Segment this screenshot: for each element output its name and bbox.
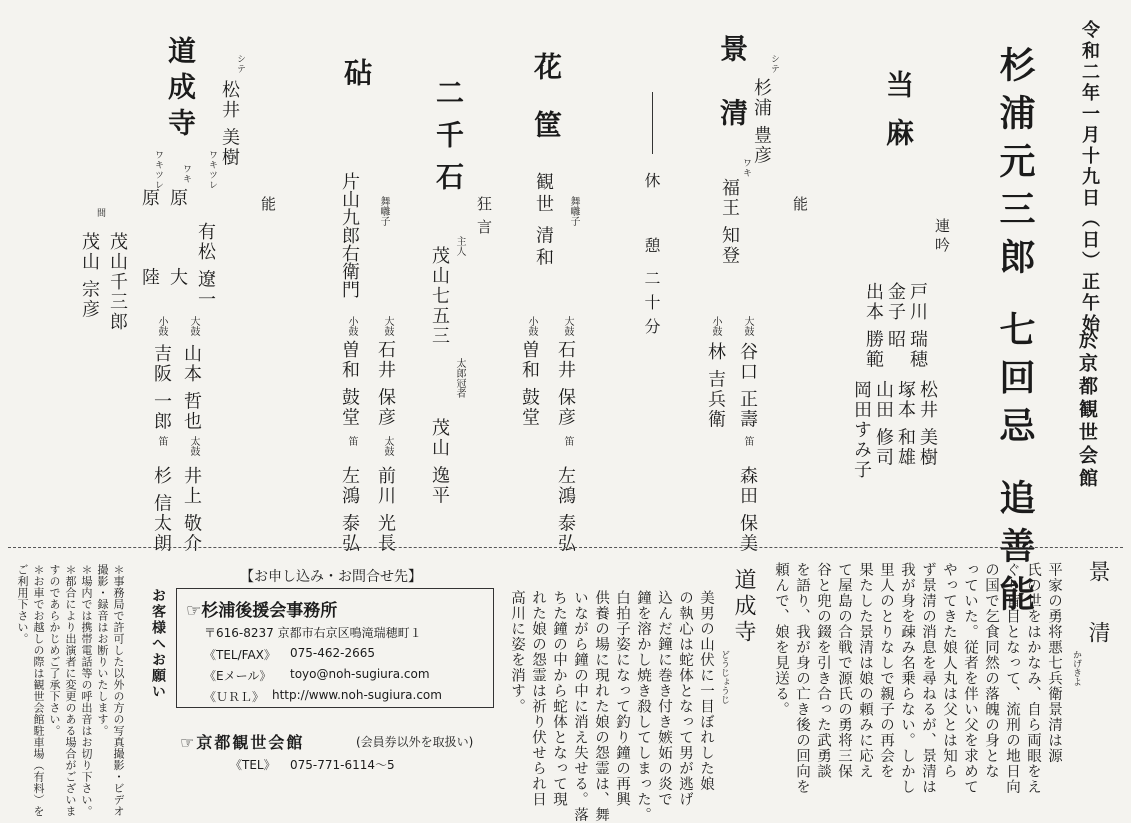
- dojoji-story-title: 道成寺: [731, 568, 756, 646]
- nisengoku-shujin-role: 主人: [454, 236, 465, 256]
- kagekiyo-story-title: 景 清: [1085, 560, 1110, 659]
- intermission-label: 休 憩: [642, 172, 661, 276]
- dojoji-wakitsure1: 有松 遼一: [195, 222, 216, 310]
- taima-performer-4: 松井 美樹: [917, 380, 938, 468]
- dojoji-fue: 杉 信太朗: [151, 466, 172, 554]
- contact-url-label: 《ＵＲＬ》: [204, 690, 265, 704]
- story-line: ず景清の消息を尋ねるが、景清は: [920, 562, 936, 795]
- hanagatami-kind: 舞囃子: [568, 196, 579, 226]
- story-line: 白拍子姿になって釣り鐘の再興: [614, 590, 630, 807]
- story-line: を語り、我が身の亡き後の回向を: [794, 562, 810, 795]
- hanagatami-title: 花筐: [530, 52, 563, 168]
- kagekiyo-waki-role: ワキ: [741, 158, 751, 178]
- dojoji-story-reading: どうじょうじ: [719, 650, 729, 704]
- kagekiyo-otsuzumi: 谷口 正壽: [737, 342, 758, 430]
- kagekiyo-otsuzumi-role: 大鼓: [742, 316, 753, 336]
- story-line: て屋島の合戦で源氏の勇将三保: [836, 562, 852, 779]
- taima-performer-1: 戸川 瑞穂: [907, 282, 928, 370]
- taima-performer-3: 出本 勝範: [863, 282, 884, 370]
- notice-item: ご利用下さい。: [16, 564, 29, 645]
- contact-tel2-label: 《TEL》: [230, 758, 276, 772]
- nisengoku-taro-role: 太郎冠者: [454, 358, 465, 398]
- story-line: の執心は蛇体となって男が逃げ: [677, 590, 693, 807]
- section-divider: [8, 547, 1123, 548]
- contact-email-label: 《Eメール》: [204, 669, 272, 683]
- story-line: いながら鐘の中に消え失せる。落: [572, 590, 588, 823]
- notice-item: 撮影・録音はお断りいたします。: [96, 564, 109, 737]
- dojoji-story-body: [506, 590, 716, 823]
- taima-performer-6: 山田 修司: [873, 380, 894, 468]
- kagekiyo-story-reading: かげきよ: [1071, 650, 1081, 686]
- story-line: やってきた娘人丸は父とは知ら: [941, 562, 957, 779]
- contact-org2-note: (会員券以外を取扱い): [356, 735, 474, 749]
- kagekiyo-shite: 杉浦 豊彦: [751, 78, 772, 166]
- story-line: の国で乞食同然の落魄の身とな: [983, 562, 999, 779]
- dojoji-kind: 能: [259, 196, 277, 211]
- story-line: っていた。従者を伴い父を求めて: [962, 562, 978, 795]
- kagekiyo-fue: 森田 保美: [737, 466, 758, 554]
- dojoji-wakitsure2: 原 陸: [139, 188, 160, 314]
- story-line: 込んだ鐘に巻き付き嫉妬の炎で: [656, 590, 672, 807]
- dojoji-shite-role: シテ: [235, 54, 245, 74]
- contact-tel2: 075-771-6114～5: [290, 758, 395, 772]
- kagekiyo-story-body: [770, 562, 1064, 795]
- notice-item: すのであらかじめご了承下さい。: [48, 564, 61, 737]
- story-line: ちた鐘の中から蛇体となって現: [551, 590, 567, 807]
- nisengoku-kind: 狂言: [475, 196, 493, 242]
- notice-item: ＊場内では携帯電話等の呼出音はお切り下さい。: [80, 564, 93, 817]
- story-line: 我が身を疎み名乗らない。しかし: [899, 562, 915, 795]
- kinuta-otsuzumi-role: 大鼓: [382, 316, 393, 336]
- notice-item: ＊お車でお越しの際は観世会館駐車場（有料）を: [32, 564, 45, 817]
- dojoji-kotsuzumi: 吉阪 一郎: [151, 344, 172, 432]
- kagekiyo-kotsuzumi-role: 小鼓: [710, 316, 721, 336]
- dojoji-ai2: 茂山 宗彦: [79, 232, 100, 320]
- kinuta-fue-role: 笛: [346, 436, 357, 446]
- intermission-line: [652, 92, 653, 154]
- dojoji-fue-role: 笛: [156, 436, 167, 446]
- story-line: 美男の山伏に一目ぼれした娘: [698, 590, 714, 792]
- kagekiyo-title: 景清: [716, 34, 749, 162]
- dojoji-waki: 原 大: [167, 188, 188, 314]
- hanagatami-otsuzumi-role: 大鼓: [562, 316, 573, 336]
- dojoji-kotsuzumi-role: 小鼓: [156, 316, 167, 336]
- story-line: 供養の場に現れた娘の怨霊は、舞: [593, 590, 609, 823]
- kinuta-title: 砧: [340, 58, 373, 96]
- kagekiyo-fue-role: 笛: [742, 436, 753, 446]
- hanagatami-kotsuzumi: 曽和 鼓堂: [519, 340, 540, 428]
- story-line: ぐり盲目となって、流刑の地日向: [1004, 562, 1020, 795]
- dojoji-wakitsure1-role: ワキツレ: [207, 150, 217, 190]
- hanagatami-kotsuzumi-role: 小鼓: [526, 316, 537, 336]
- contact-org1: ☞杉浦後援会事務所: [186, 601, 338, 621]
- dojoji-ai1: 茂山千三郎: [107, 232, 128, 332]
- taima-performer-2: 金子 昭: [885, 282, 906, 350]
- nisengoku-title: 二千石: [432, 78, 465, 204]
- contact-tel-label: 《TEL/FAX》: [204, 648, 276, 662]
- event-date: 令和二年一月十九日（日）正午始: [1079, 20, 1100, 335]
- story-line: 頼んで、娘を見送る。: [773, 562, 789, 717]
- story-line: 高川に姿を消す。: [509, 590, 525, 714]
- story-line: 谷と兜の錣を引き合った武勇談: [815, 562, 831, 779]
- kinuta-taiko-role: 太鼓: [382, 436, 393, 456]
- kinuta-fue: 左鴻 泰弘: [339, 466, 360, 554]
- notice-title: お客様へお願い: [150, 588, 166, 700]
- contact-org2: ☞京都観世会館: [180, 733, 305, 752]
- story-line: れた娘の怨霊は祈り伏せられ日: [530, 590, 546, 807]
- kinuta-otsuzumi: 石井 保彦: [375, 340, 396, 428]
- kinuta-kotsuzumi: 曽和 鼓堂: [339, 340, 360, 428]
- dojoji-waki-role: ワキ: [181, 164, 191, 184]
- dojoji-taiko-role: 太鼓: [188, 436, 199, 456]
- taima-title: 当麻: [882, 70, 915, 166]
- notice-list: [14, 564, 126, 817]
- kinuta-kotsuzumi-role: 小鼓: [346, 316, 357, 336]
- kagekiyo-kotsuzumi: 林 吉兵衛: [705, 342, 726, 430]
- story-line: 里人のとりなしで親子の再会を: [878, 562, 894, 779]
- contact-email-link[interactable]: toyo@noh-sugiura.com: [290, 667, 430, 681]
- contact-tel: 075-462-2665: [290, 646, 376, 660]
- hanagatami-fue: 左鴻 泰弘: [555, 466, 576, 554]
- story-line: 平家の勇将悪七兵衛景清は源: [1046, 562, 1062, 764]
- hanagatami-otsuzumi: 石井 保彦: [555, 340, 576, 428]
- event-title: 杉浦元三郎 七回忌 追善能: [994, 46, 1036, 624]
- dojoji-otsuzumi-role: 大鼓: [188, 316, 199, 336]
- kagekiyo-shite-role: シテ: [769, 54, 779, 74]
- kinuta-kind: 舞囃子: [378, 196, 389, 226]
- story-line: 果たした景清は娘の頼みに応え: [857, 562, 873, 779]
- notice-item: ＊都合により出演者に変更のある場合がございま: [64, 564, 77, 817]
- hanagatami-performer: 観世 清和: [533, 172, 554, 270]
- taima-performer-7: 岡田すみ子: [851, 380, 872, 480]
- dojoji-title: 道成寺: [164, 36, 197, 144]
- kinuta-taiko: 前川 光長: [375, 466, 396, 554]
- contact-heading: 【お申し込み・お問合せ先】: [240, 569, 422, 585]
- dojoji-taiko: 井上 敬介: [181, 466, 202, 554]
- kinuta-performer: 片山九郎右衛門: [339, 172, 360, 298]
- kagekiyo-kind: 能: [791, 196, 809, 211]
- nisengoku-taro: 茂山 逸平: [429, 418, 450, 506]
- event-venue: 於京都観世会館: [1076, 330, 1098, 491]
- dojoji-shite: 松井 美樹: [219, 80, 240, 168]
- dojoji-otsuzumi: 山本 哲也: [181, 344, 202, 432]
- hanagatami-fue-role: 笛: [562, 436, 573, 446]
- intermission-duration: 二十分: [642, 270, 661, 342]
- taima-kind: 連吟: [933, 218, 951, 256]
- kagekiyo-waki: 福王 知登: [719, 178, 740, 266]
- story-line: 氏の世をはかなみ、自ら両眼をえ: [1025, 562, 1041, 795]
- nisengoku-shujin: 茂山七五三: [429, 246, 450, 346]
- taima-performer-5: 塚本 和雄: [895, 380, 916, 468]
- story-line: 鐘を溶かし焼き殺してしまった。: [635, 590, 651, 823]
- dojoji-ai-role: 間: [95, 208, 105, 218]
- contact-url-link[interactable]: http://www.noh-sugiura.com: [272, 688, 442, 702]
- contact-address: 〒616-8237 京都市右京区鳴滝瑞穂町１: [204, 626, 422, 640]
- dojoji-wakitsure2-role: ワキツレ: [153, 150, 163, 190]
- notice-item: ＊事務局で許可した以外の方の写真撮影・ビデオ: [112, 564, 125, 817]
